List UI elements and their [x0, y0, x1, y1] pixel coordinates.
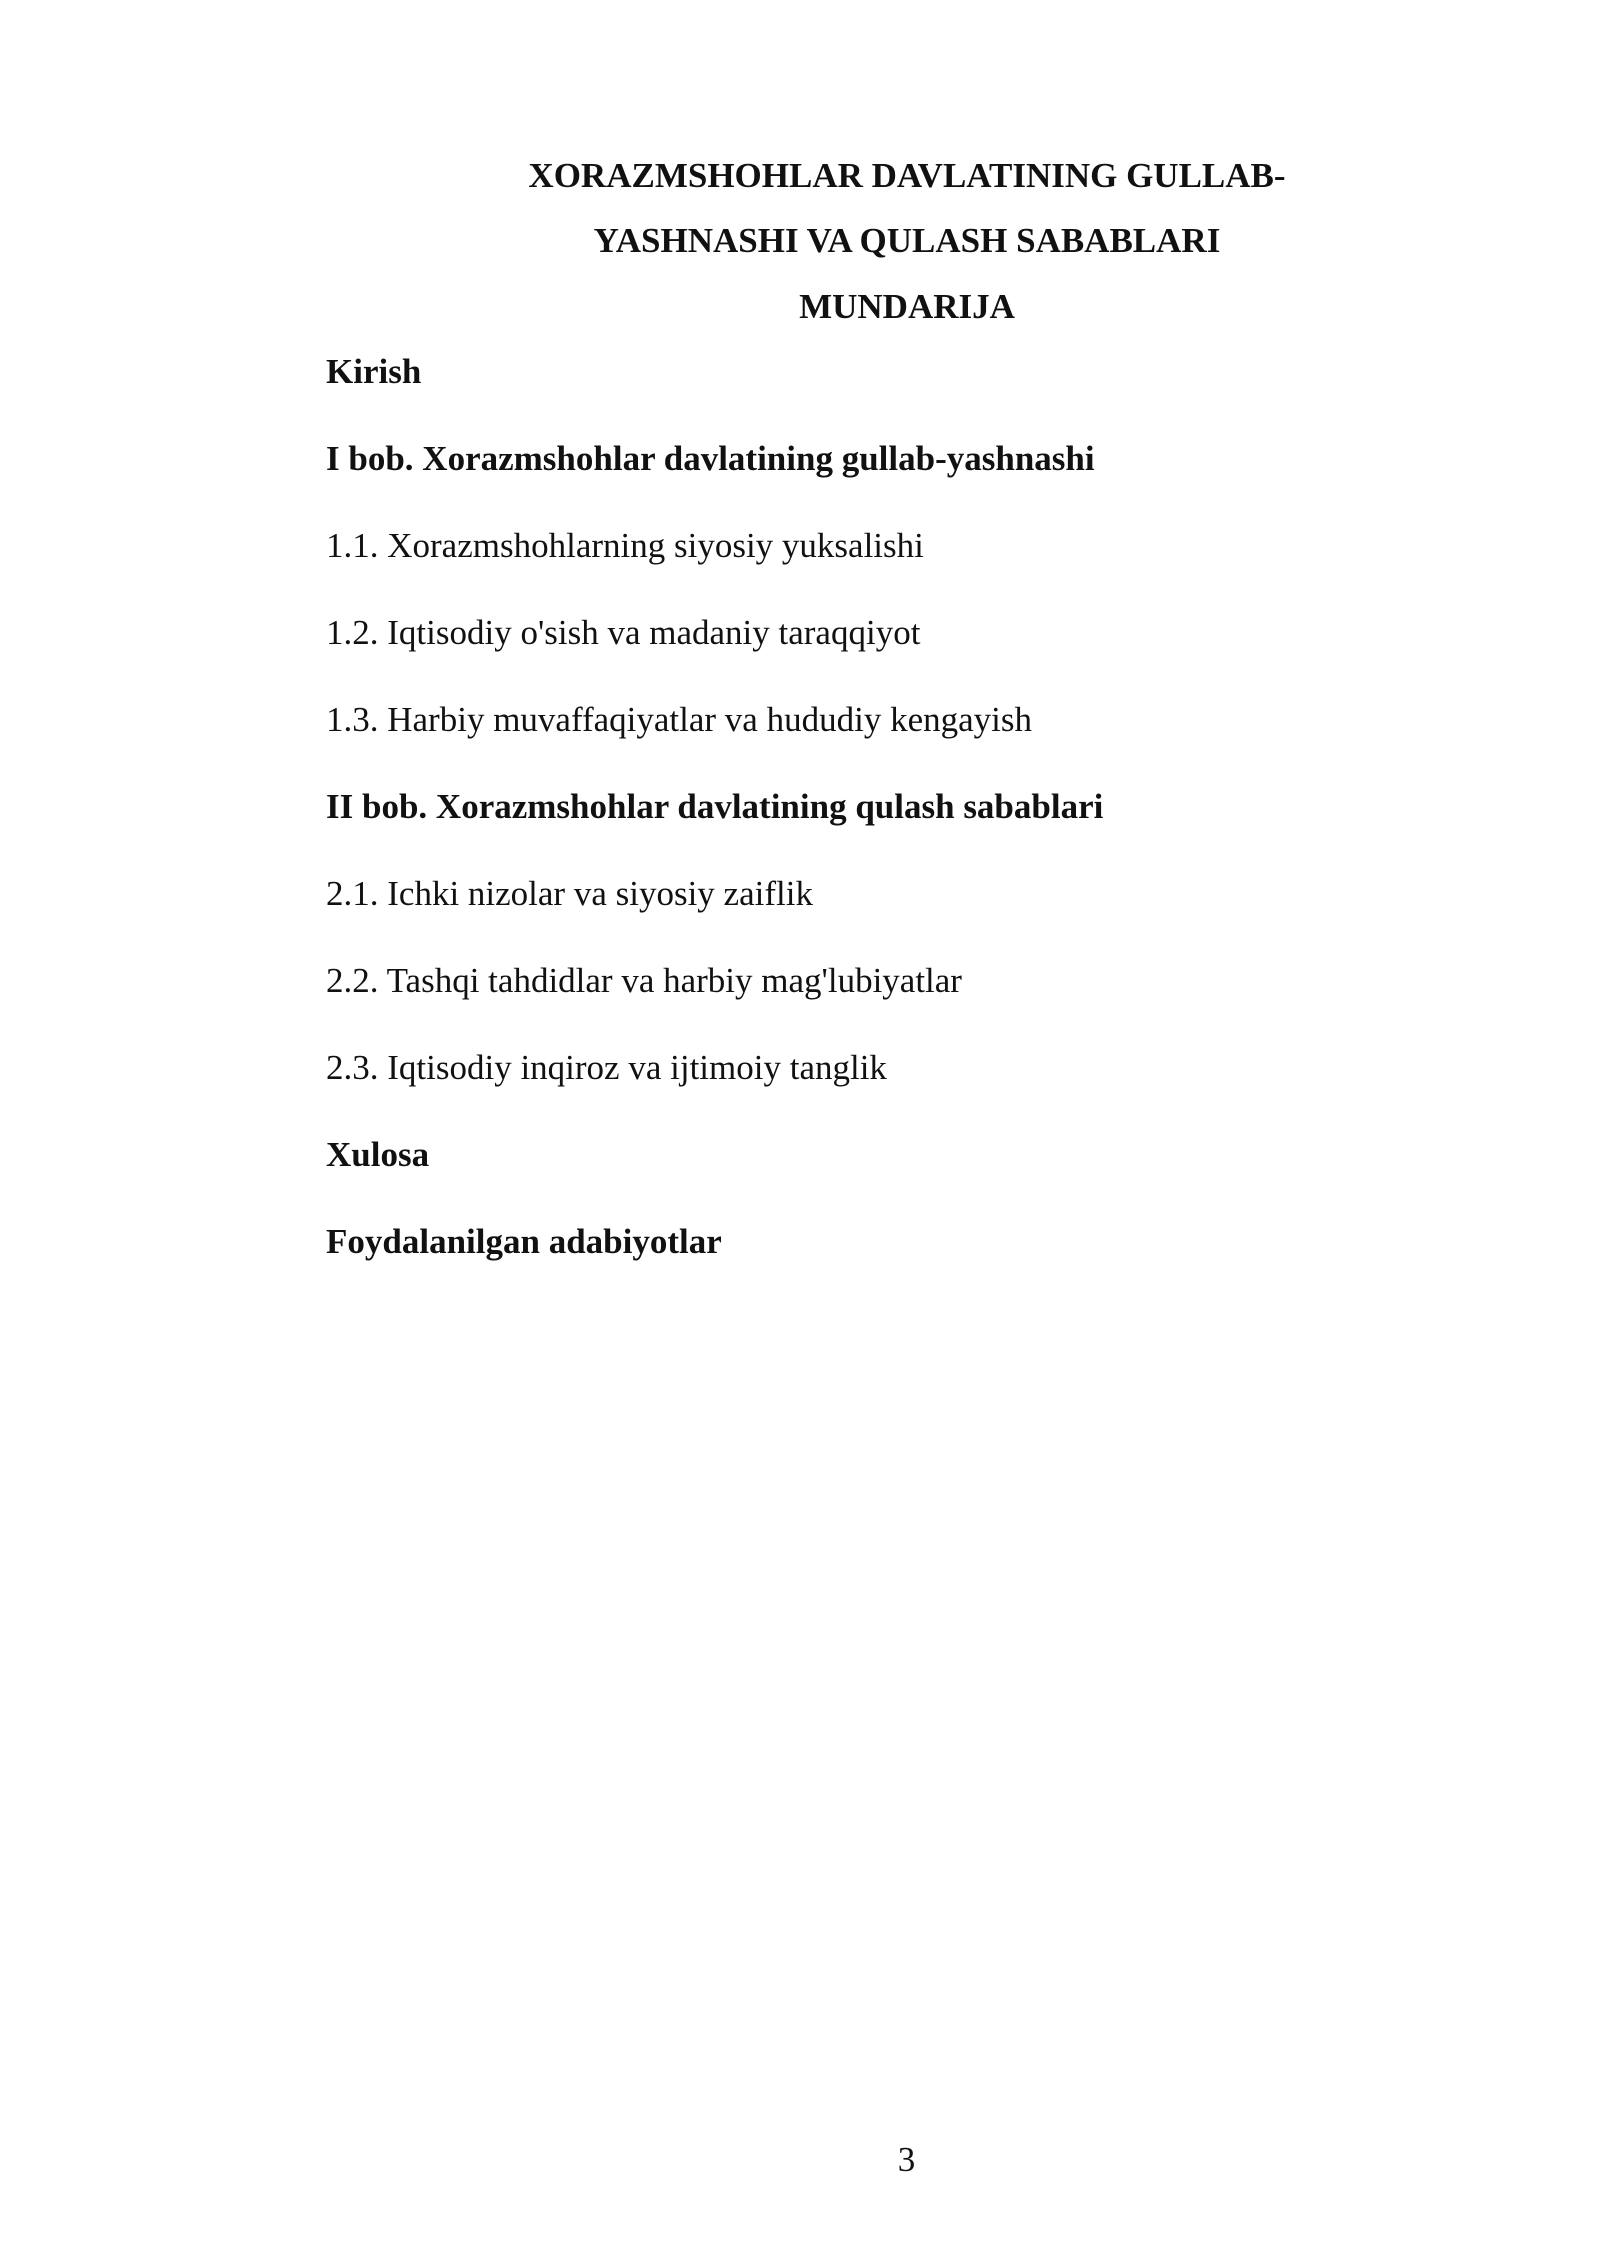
toc-entry-introduction: Kirish	[326, 352, 422, 391]
toc-entry-section-2-3: 2.3. Iqtisodiy inqiroz va ijtimoiy tanglik	[326, 1048, 887, 1087]
toc-entry-chapter-1: I bob. Xorazmshohlar davlatining gullab-yashnashi	[326, 439, 1095, 478]
toc-entry-conclusion: Xulosa	[326, 1135, 430, 1174]
document-title-line-1: XORAZMSHOHLAR DAVLATINING GULLAB-	[528, 156, 1286, 195]
toc-entry-references: Foydalanilgan adabiyotlar	[326, 1222, 722, 1261]
page-number: 3	[897, 2140, 916, 2179]
toc-entry-section-1-3: 1.3. Harbiy muvaffaqiyatlar va hududiy kengayish	[326, 700, 1032, 739]
toc-entry-chapter-2: II bob. Xorazmshohlar davlatining qulash sabablari	[326, 787, 1104, 826]
toc-entry-section-2-2: 2.2. Tashqi tahdidlar va harbiy mag'lubiyatlar	[326, 961, 962, 1000]
toc-entry-section-2-1: 2.1. Ichki nizolar va siyosiy zaiflik	[326, 874, 813, 913]
contents-heading: MUNDARIJA	[799, 287, 1015, 326]
toc-entry-section-1-2: 1.2. Iqtisodiy o'sish va madaniy taraqqiyot	[326, 613, 921, 652]
toc-entry-section-1-1: 1.1. Xorazmshohlarning siyosiy yuksalishi	[326, 526, 924, 565]
document-title-line-2: YASHNASHI VA QULASH SABABLARI	[593, 221, 1221, 260]
